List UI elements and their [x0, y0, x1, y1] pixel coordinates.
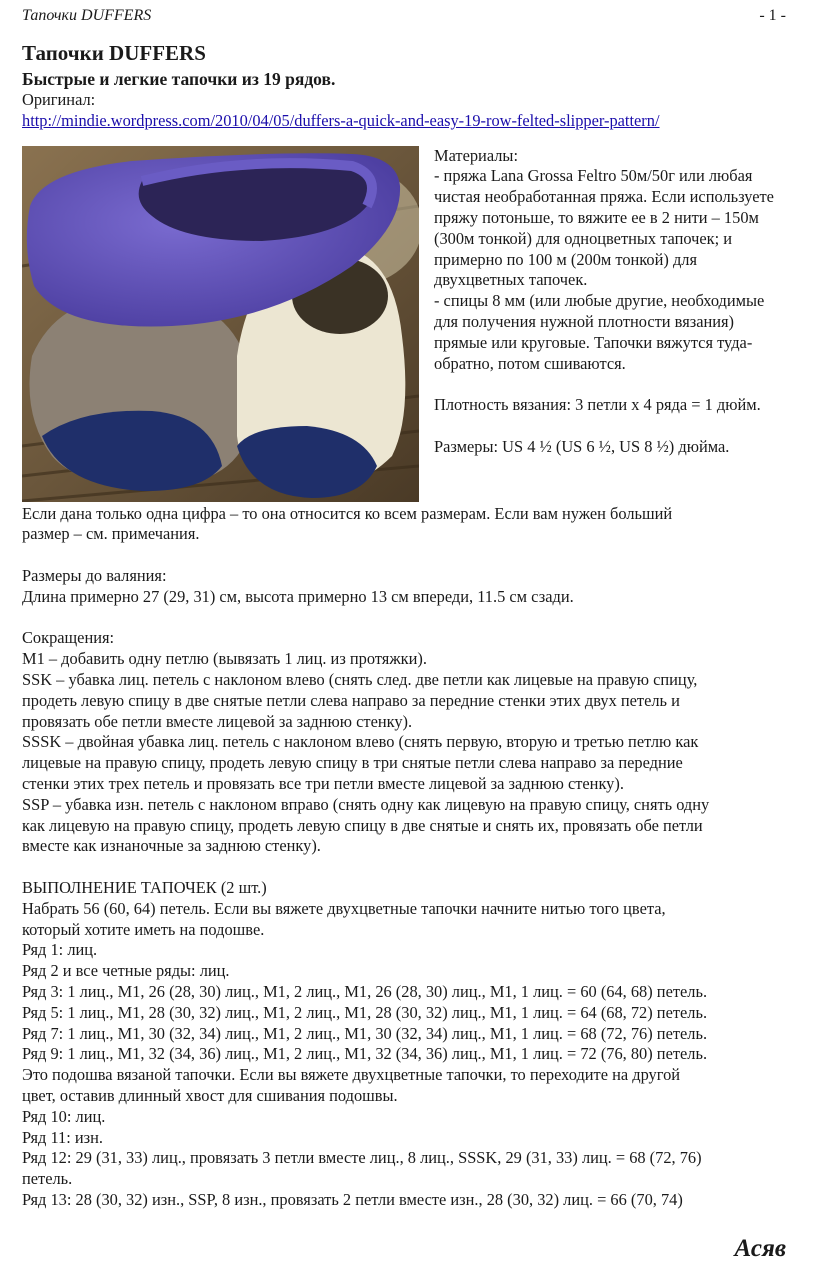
instruction-line: Ряд 1: лиц. [22, 940, 98, 960]
page-header [22, 6, 786, 28]
instruction-line: Набрать 56 (60, 64) петель. Если вы вяжете двухцветные тапочки начните нитью того цвета, [22, 898, 666, 918]
abbreviation-line: вместе как изнаночные за заднюю стенку). [22, 836, 321, 856]
materials-needles: - спицы 8 мм (или любые другие, необходимые для получения нужной плотности вязания) прямые или круговые. Тапочки вяжутся туда-обратно, потом сшиваются. [434, 291, 765, 373]
abbreviation-line: SSK – убавка лиц. петель с наклоном влево (снять след. две петли как лицевые на правую спицу, [22, 669, 698, 689]
instruction-line: Ряд 12: 29 (31, 33) лиц., провязать 3 петли вместе лиц., 8 лиц., SSSK, 29 (31, 33) лиц. = 68 (72, 76) [22, 1148, 702, 1168]
document-title: Тапочки DUFFERS [22, 41, 206, 65]
instruction-line: Ряд 5: 1 лиц., М1, 28 (30, 32) лиц., М1, 2 лиц., М1, 28 (30, 32) лиц., М1, 1 лиц. = 64 (68, 72) петель. [22, 1002, 708, 1022]
abbreviation-line: М1 – добавить одну петлю (вывязать 1 лиц. из протяжки). [22, 649, 427, 669]
instruction-line: цвет, оставив длинный хвост для сшивания подошвы. [22, 1085, 398, 1105]
instruction-line: Ряд 13: 28 (30, 32) изн., SSP, 8 изн., провязать 2 петли вместе изн., 28 (30, 32) лиц. = 66 (70, 74) [22, 1189, 683, 1209]
abbreviation-line: SSSK – двойная убавка лиц. петель с наклоном влево (снять первую, вторую и третью петлю как [22, 732, 699, 752]
document-subtitle: Быстрые и легкие тапочки из 19 рядов. [22, 69, 336, 89]
instruction-line: Ряд 3: 1 лиц., М1, 26 (28, 30) лиц., М1, 2 лиц., М1, 26 (28, 30) лиц., М1, 1 лиц. = 60 (64, 68) петель. [22, 981, 708, 1001]
materials-yarn: - пряжа Lana Grossa Feltro 50м/50г или любая чистая необработанная пряжа. Если используете пряжу потоньше, то вяжите ее в 2 нити – 150м (300м тонкой) для одноцветных тапочек; и примерно по 100 м (200м тонкой) для двухцветных тапочек. [434, 166, 774, 290]
instruction-line: Ряд 7: 1 лиц., М1, 30 (32, 34) лиц., М1, 2 лиц., М1, 30 (32, 34) лиц., М1, 1 лиц. = 68 (72, 76) петель. [22, 1023, 708, 1043]
materials-sizes: Размеры: US 4 ½ (US 6 ½, US 8 ½) дюйма. [434, 436, 730, 456]
signature: Асяв [734, 1235, 786, 1262]
instruction-line: петель. [22, 1169, 73, 1189]
header-title: Тапочки DUFFERS [22, 7, 152, 24]
slippers-photo [22, 146, 419, 502]
materials-text [434, 146, 786, 458]
abbreviation-line: продеть левую спицу в две снятые петли слева направо за передние стенки этих двух петель и [22, 690, 680, 710]
abbreviations-heading: Сокращения: [22, 628, 115, 648]
instruction-line: Ряд 10: лиц. [22, 1106, 106, 1126]
instruction-line: Ряд 9: 1 лиц., М1, 32 (34, 36) лиц., М1, 2 лиц., М1, 32 (34, 36) лиц., М1, 1 лиц. = 72 (76, 80) петель. [22, 1044, 708, 1064]
prefelt-text: Длина примерно 27 (29, 31) см, высота примерно 13 см впереди, 11.5 см сзади. [22, 586, 574, 606]
document-body [22, 40, 792, 1211]
abbreviation-line: стенки этих трех петель и провязать все три петли вместе лицевой за заднюю стенку). [22, 773, 624, 793]
page-number: - 1 - [759, 7, 786, 24]
materials-heading: Материалы: [434, 145, 518, 165]
instruction-line: Ряд 11: изн. [22, 1127, 104, 1147]
abbreviation-line: провязать обе петли вместе лицевой за заднюю стенку). [22, 711, 413, 731]
prefelt-heading: Размеры до валяния: [22, 565, 167, 585]
instruction-line: Это подошва вязаной тапочки. Если вы вяжете двухцветные тапочки, то переходите на другой [22, 1065, 681, 1085]
abbreviation-line: SSP – убавка изн. петель с наклоном вправо (снять одну как лицевую на правую спицу, снять одну [22, 794, 710, 814]
instruction-line: Ряд 2 и все четные ряды: лиц. [22, 961, 230, 981]
original-label: Оригинал: [22, 90, 96, 109]
instructions-heading: ВЫПОЛНЕНИЕ ТАПОЧЕК (2 шт.) [22, 877, 267, 897]
instruction-line: который хотите иметь на подошве. [22, 919, 265, 939]
slippers-illustration [22, 146, 419, 502]
materials-section [22, 146, 792, 504]
abbreviation-line: лицевые на правую спицу, продеть левую спицу в три снятые петли слева направо за передние [22, 753, 683, 773]
materials-gauge: Плотность вязания: 3 петли x 4 ряда = 1 дюйм. [434, 395, 761, 415]
abbreviation-line: как лицевую на правую спицу, продеть левую спицу в две снятые и снять их, провязать обе петли [22, 815, 703, 835]
size-note-line-2: размер – см. примечания. [22, 524, 200, 544]
original-link[interactable]: http://mindie.wordpress.com/2010/04/05/duffers-a-quick-and-easy-19-row-felted-slipper-pattern/ [22, 110, 660, 130]
size-note-line-1: Если дана только одна цифра – то она относится ко всем размерам. Если вам нужен больший [22, 503, 673, 523]
